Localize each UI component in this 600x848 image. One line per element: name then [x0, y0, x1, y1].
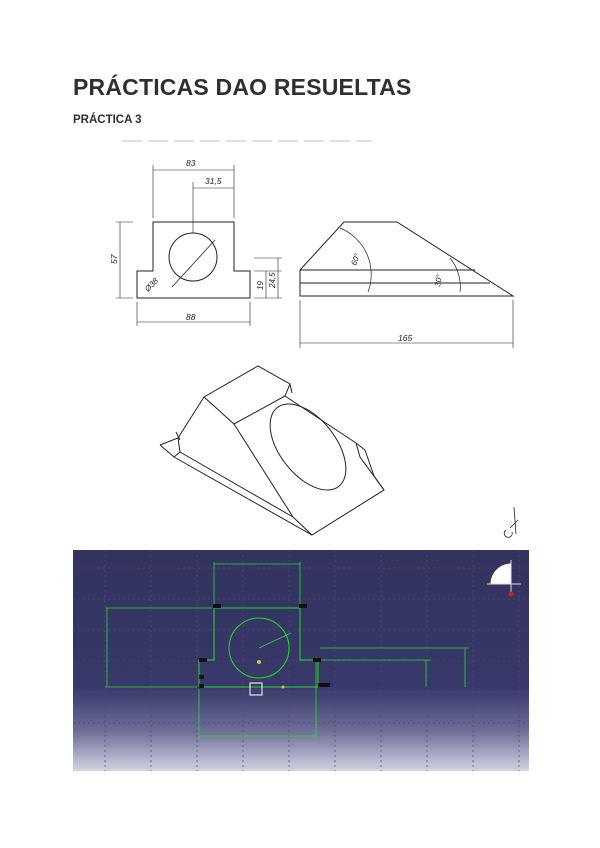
cad-compass-icon[interactable]	[487, 560, 521, 597]
cad-sketch	[73, 550, 529, 771]
dim-88: 88	[186, 312, 196, 322]
side-view	[300, 222, 513, 348]
cad-profile	[199, 608, 318, 687]
dim-19: 19	[256, 281, 265, 290]
hole-circle	[169, 233, 217, 281]
dim-57: 57	[109, 254, 119, 264]
cad-screenshot	[73, 550, 529, 771]
side-view-outline	[300, 222, 513, 296]
isometric-view	[160, 366, 384, 535]
dim-hole: Ø38	[143, 276, 161, 294]
page-title: PRÁCTICAS DAO RESUELTAS	[73, 74, 412, 100]
dim-31-5: 31,5	[205, 176, 222, 186]
dim-83: 83	[186, 158, 196, 168]
dim-angle-top: 60°	[349, 252, 363, 267]
axis-symbol-icon	[504, 507, 518, 537]
front-view	[116, 165, 282, 326]
dim-165: 165	[398, 333, 413, 343]
isometric-hole	[255, 390, 361, 503]
page-subtitle: PRÁCTICA 3	[73, 114, 142, 126]
dim-angle-bottom: 30°	[433, 273, 445, 288]
dim-24-5: 24,5	[268, 272, 277, 288]
